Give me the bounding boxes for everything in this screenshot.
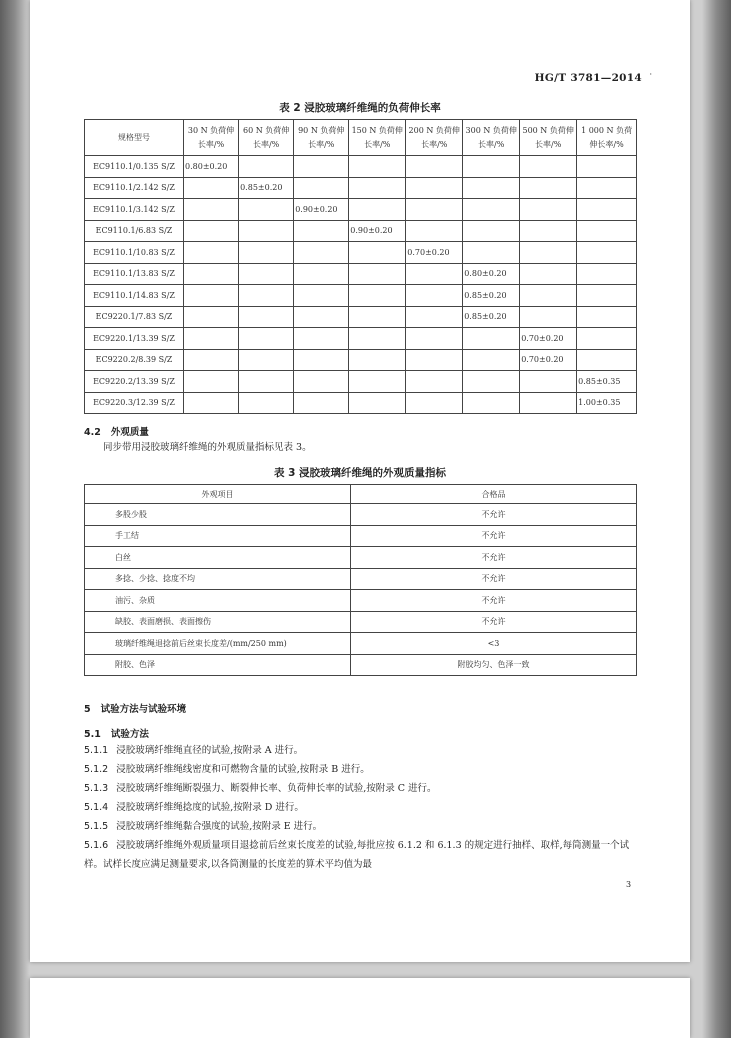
empty-cell [184,371,239,393]
elongation-value-cell: 0.80±0.20 [184,156,239,178]
spec-cell: EC9110.1/13.83 S/Z [85,263,184,285]
empty-cell [294,156,349,178]
table-row [85,156,637,178]
elongation-value-cell: 0.85±0.20 [463,306,520,328]
empty-cell [520,371,577,393]
table3 [84,484,637,676]
table-row [85,371,637,393]
elongation-value-cell: 1.00±0.35 [577,392,637,414]
section-4-2-heading [84,424,149,438]
table-row [85,242,637,264]
empty-cell [520,392,577,414]
clause-text: 浸胶玻璃纤维绳直径的试验,按附录 A 进行。 [116,745,304,756]
clause-text: 浸胶玻璃纤维绳黏合强度的试验,按附录 E 进行。 [116,821,323,832]
empty-cell [463,242,520,264]
section-title: 试验方法 [110,729,149,740]
grade-cell: 不允许 [351,504,637,526]
empty-cell [520,199,577,221]
table2-col-header: 500 N 负荷伸长率/% [520,120,577,156]
empty-cell [184,199,239,221]
empty-cell [239,349,294,371]
empty-cell [577,156,637,178]
spec-cell: EC9110.1/3.142 S/Z [85,199,184,221]
empty-cell [520,285,577,307]
empty-cell [239,220,294,242]
appearance-item-cell: 白丝 [85,547,351,569]
empty-cell [406,371,463,393]
empty-cell [239,371,294,393]
empty-cell [239,328,294,350]
standard-code: HG/T 3781—2014 [534,72,642,84]
empty-cell [463,392,520,414]
empty-cell [294,306,349,328]
empty-cell [520,177,577,199]
table-row [85,392,637,414]
spec-cell: EC9220.2/13.39 S/Z [85,371,184,393]
grade-cell: 不允许 [351,568,637,590]
appearance-item-cell: 缺胶、表面磨损、表面擦伤 [85,611,351,633]
empty-cell [406,328,463,350]
empty-cell [239,156,294,178]
empty-cell [463,156,520,178]
empty-cell [520,263,577,285]
table-row [85,525,637,547]
spec-cell: EC9220.2/8.39 S/Z [85,349,184,371]
table-row [85,328,637,350]
empty-cell [577,263,637,285]
empty-cell [294,263,349,285]
empty-cell [406,199,463,221]
table-row [85,349,637,371]
empty-cell [577,328,637,350]
section-title: 外观质量 [110,427,149,438]
spec-cell: EC9220.3/12.39 S/Z [85,392,184,414]
table-row [85,220,637,242]
empty-cell [577,220,637,242]
empty-cell [239,263,294,285]
table2-col-header: 90 N 负荷伸长率/% [294,120,349,156]
table-row [85,611,637,633]
empty-cell [406,220,463,242]
empty-cell [406,285,463,307]
appearance-item-cell: 多捻、少捻、捻度不均 [85,568,351,590]
table2-col-header: 60 N 负荷伸长率/% [239,120,294,156]
empty-cell [349,263,406,285]
empty-cell [294,285,349,307]
empty-cell [239,306,294,328]
grade-cell: 不允许 [351,611,637,633]
clause-number: 5.1.3 [84,783,109,794]
clause [84,760,640,779]
clause [84,741,640,760]
table-row [85,177,637,199]
empty-cell [577,177,637,199]
table-row [85,547,637,569]
spec-cell: EC9220.1/13.39 S/Z [85,328,184,350]
clause-number: 5.1.4 [84,802,109,813]
table3-title: 表 3 浸胶玻璃纤维绳的外观质量指标 [273,467,447,479]
table-row [85,263,637,285]
empty-cell [349,371,406,393]
clause-text: 浸胶玻璃纤维绳捻度的试验,按附录 D 进行。 [116,802,304,813]
empty-cell [577,349,637,371]
page-number: 3 [626,880,632,889]
elongation-value-cell: 0.90±0.20 [349,220,406,242]
empty-cell [239,242,294,264]
empty-cell [406,306,463,328]
empty-cell [294,349,349,371]
empty-cell [239,392,294,414]
empty-cell [184,285,239,307]
empty-cell [463,328,520,350]
empty-cell [184,392,239,414]
empty-cell [184,177,239,199]
empty-cell [184,328,239,350]
table3-col-header: 合格品 [351,485,637,504]
empty-cell [463,220,520,242]
table-row [85,306,637,328]
table3-col-header: 外观项目 [85,485,351,504]
table2 [84,119,637,414]
grade-cell: 附胶均匀、色泽一致 [351,654,637,676]
empty-cell [406,156,463,178]
table-row [85,590,637,612]
appearance-item-cell: 多股少股 [85,504,351,526]
elongation-value-cell: 0.85±0.20 [239,177,294,199]
empty-cell [184,263,239,285]
table2-body [85,156,637,414]
table2-col-header: 规格型号 [85,120,184,156]
section-number: 4.2 [84,427,101,438]
empty-cell [349,156,406,178]
empty-cell [294,177,349,199]
empty-cell [349,242,406,264]
section-5-heading [84,701,186,715]
section-4-2-text: 同步带用浸胶玻璃纤维绳的外观质量指标见表 3。 [103,442,312,453]
section-title: 试验方法与试验环境 [100,704,187,715]
empty-cell [463,199,520,221]
clause [84,836,640,874]
appearance-item-cell: 油污、杂质 [85,590,351,612]
next-page [30,978,690,1038]
empty-cell [463,371,520,393]
clause [84,779,640,798]
clause-list [84,741,640,874]
empty-cell [520,242,577,264]
empty-cell [577,306,637,328]
empty-cell [349,306,406,328]
table2-header-row [85,120,637,156]
empty-cell [239,199,294,221]
appearance-item-cell: 附胶、色泽 [85,654,351,676]
elongation-value-cell: 0.85±0.35 [577,371,637,393]
table-row [85,285,637,307]
empty-cell [184,306,239,328]
header-mark: · [649,70,652,79]
empty-cell [349,177,406,199]
spec-cell: EC9110.1/14.83 S/Z [85,285,184,307]
grade-cell: 不允许 [351,547,637,569]
empty-cell [406,177,463,199]
empty-cell [463,349,520,371]
grade-cell: <3 [351,633,637,655]
empty-cell [184,242,239,264]
empty-cell [520,220,577,242]
empty-cell [406,349,463,371]
spec-cell: EC9110.1/6.83 S/Z [85,220,184,242]
spec-cell: EC9110.1/10.83 S/Z [85,242,184,264]
empty-cell [349,328,406,350]
empty-cell [577,199,637,221]
empty-cell [520,156,577,178]
empty-cell [520,306,577,328]
empty-cell [406,392,463,414]
elongation-value-cell: 0.85±0.20 [463,285,520,307]
table2-col-header: 200 N 负荷伸长率/% [406,120,463,156]
table3-header-row [85,485,637,504]
table-row [85,568,637,590]
empty-cell [294,242,349,264]
empty-cell [294,220,349,242]
clause-number: 5.1.2 [84,764,109,775]
clause-text: 浸胶玻璃纤维绳线密度和可燃物含量的试验,按附录 B 进行。 [116,764,370,775]
empty-cell [349,349,406,371]
empty-cell [184,349,239,371]
grade-cell: 不允许 [351,525,637,547]
empty-cell [294,392,349,414]
table-row [85,199,637,221]
elongation-value-cell: 0.70±0.20 [520,349,577,371]
table-row [85,504,637,526]
empty-cell [349,285,406,307]
empty-cell [294,371,349,393]
document-page [30,0,690,962]
section-number: 5.1 [84,729,101,740]
empty-cell [184,220,239,242]
table3-body [85,504,637,676]
clause-text: 浸胶玻璃纤维绳外观质量项目退捻前后丝束长度差的试验,每批应按 6.1.2 和 6.1.3 的规定进行抽样、取样,每筒测量一个试样。试样长度应满足测量要求,以各筒测量的长度差的算术平均值为最 [84,840,630,870]
section-number: 5 [84,704,91,715]
clause [84,817,640,836]
empty-cell [349,392,406,414]
clause-number: 5.1.1 [84,745,109,756]
table2-col-header: 1 000 N 负荷伸长率/% [577,120,637,156]
section-5-1-heading [84,726,149,740]
table2-col-header: 300 N 负荷伸长率/% [463,120,520,156]
elongation-value-cell: 0.70±0.20 [406,242,463,264]
table-row [85,633,637,655]
elongation-value-cell: 0.70±0.20 [520,328,577,350]
clause [84,798,640,817]
empty-cell [406,263,463,285]
appearance-item-cell: 玻璃纤维绳退捻前后丝束长度差/(mm/250 mm) [85,633,351,655]
empty-cell [463,177,520,199]
appearance-item-cell: 手工结 [85,525,351,547]
clause-number: 5.1.5 [84,821,109,832]
spec-cell: EC9220.1/7.83 S/Z [85,306,184,328]
grade-cell: 不允许 [351,590,637,612]
elongation-value-cell: 0.80±0.20 [463,263,520,285]
table2-col-header: 30 N 负荷伸长率/% [184,120,239,156]
empty-cell [577,242,637,264]
empty-cell [577,285,637,307]
table-row [85,654,637,676]
table2-col-header: 150 N 负荷伸长率/% [349,120,406,156]
clause-text: 浸胶玻璃纤维绳断裂强力、断裂伸长率、负荷伸长率的试验,按附录 C 进行。 [116,783,437,794]
empty-cell [349,199,406,221]
empty-cell [294,328,349,350]
spec-cell: EC9110.1/0.135 S/Z [85,156,184,178]
clause-number: 5.1.6 [84,840,109,851]
empty-cell [239,285,294,307]
elongation-value-cell: 0.90±0.20 [294,199,349,221]
table2-title: 表 2 浸胶玻璃纤维绳的负荷伸长率 [279,102,441,114]
spec-cell: EC9110.1/2.142 S/Z [85,177,184,199]
